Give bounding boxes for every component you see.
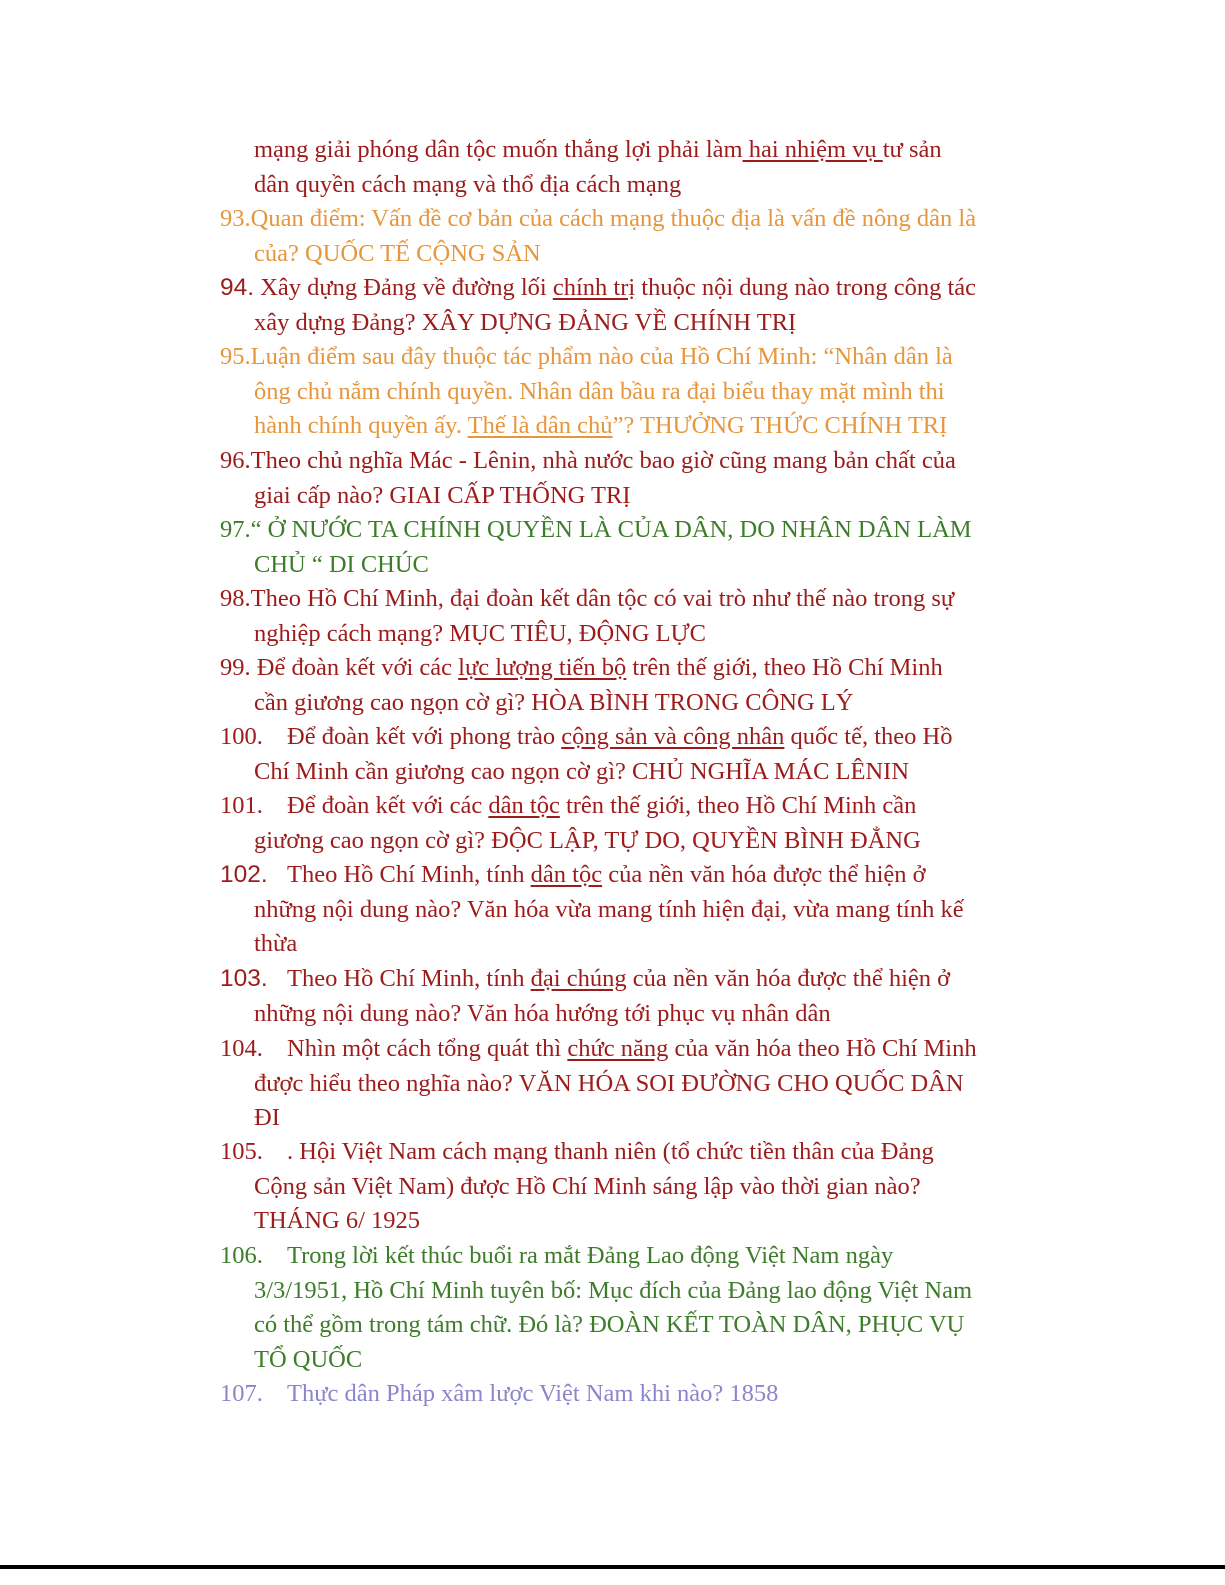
item-98: [220, 582, 1050, 651]
item-93: [220, 202, 1050, 271]
item-line: TỔ QUỐC: [254, 1345, 363, 1373]
item-line: 3/3/1951, Hồ Chí Minh tuyên bố: Mục đích của Đảng lao động Việt Nam: [254, 1276, 973, 1304]
item-99: 99. Để đoàn kết với các lực lượng tiến bộ trên thế giới, theo Hồ Chí Minh cần giương cao ngọn cờ gì? HÒA BÌNH TRONG CÔNG LÝ: [220, 651, 1050, 720]
item-number: 105.: [220, 1138, 263, 1165]
item-101: 101. Để đoàn kết với các dân tộc trên thế giới, theo Hồ Chí Minh cần giương cao ngọn cờ gì? ĐỘC LẬP, TỰ DO, QUYỀN BÌNH ĐẲNG: [220, 789, 1050, 858]
item-number: 94.: [220, 274, 255, 301]
item-number: 107.: [220, 1380, 263, 1407]
underlined-term: chức năng: [567, 1035, 669, 1062]
item-line: của? QUỐC TẾ CỘNG SẢN: [254, 239, 541, 267]
item-105: [220, 1135, 1050, 1239]
item-line: CHỦ “ DI CHÚC: [254, 550, 429, 578]
item-line: ĐI: [254, 1104, 280, 1131]
item-95: [220, 340, 1050, 444]
item-number: 97.: [220, 516, 251, 543]
item-line: Cộng sản Việt Nam) được Hồ Chí Minh sáng lập vào thời gian nào?: [254, 1172, 921, 1200]
underlined-term: Thế là dân chủ: [467, 412, 613, 439]
item-96: [220, 444, 1050, 513]
item-number: 95.: [220, 343, 251, 370]
item-line: ông chủ nắm chính quyền. Nhân dân bầu ra đại biểu thay mặt mình thi: [254, 377, 945, 405]
item-number: 101.: [220, 792, 263, 819]
item-line: dân quyền cách mạng và thổ địa cách mạng: [254, 170, 682, 198]
item-line: mạng giải phóng dân tộc muốn thắng lợi phải làm hai nhiệm vụ tư sản: [254, 136, 942, 163]
item-number: 98.: [220, 585, 251, 612]
item-line: nghiệp cách mạng? MỤC TIÊU, ĐỘNG LỰC: [254, 619, 706, 647]
item-line: có thể gồm trong tám chữ. Đó là? ĐOÀN KẾT TOÀN DÂN, PHỤC VỤ: [254, 1311, 965, 1338]
item-106: [220, 1239, 1050, 1377]
item-number: 99.: [220, 654, 251, 681]
item-104: 104. Nhìn một cách tổng quát thì chức năng của văn hóa theo Hồ Chí Minh được hiểu theo nghĩa nào? VĂN HÓA SOI ĐƯỜNG CHO QUỐC DÂN ĐI: [220, 1032, 1050, 1136]
item-text: Theo Hồ Chí Minh, đại đoàn kết dân tộc có vai trò như thế nào trong sự: [250, 585, 955, 612]
underlined-term: dân tộc: [488, 792, 560, 819]
item-100: 100. Để đoàn kết với phong trào cộng sản và công nhân quốc tế, theo Hồ Chí Minh cần giương cao ngọn cờ gì? CHỦ NGHĨA MÁC LÊNIN: [220, 720, 1050, 789]
item-107: [220, 1377, 1050, 1412]
item-line: xây dựng Đảng? XÂY DỰNG ĐẢNG VỀ CHÍNH TRỊ: [254, 308, 797, 336]
item-number: 93.: [220, 205, 251, 232]
item-text: Trong lời kết thúc buổi ra mắt Đảng Lao động Việt Nam ngày: [287, 1242, 894, 1269]
underlined-term: lực lượng tiến bộ: [458, 654, 627, 681]
item-line: cần giương cao ngọn cờ gì? HÒA BÌNH TRONG CÔNG LÝ: [254, 688, 854, 716]
item-92-continuation: [220, 133, 1050, 202]
underlined-term: dân tộc: [530, 861, 603, 888]
item-103: 103. Theo Hồ Chí Minh, tính đại chúng của nền văn hóa được thể hiện ở những nội dung nào? Văn hóa hướng tới phục vụ nhân dân: [220, 962, 1050, 1031]
item-number: 102.: [220, 861, 268, 888]
item-number: 103.: [220, 965, 268, 992]
item-number: 106.: [220, 1242, 263, 1269]
item-97: [220, 513, 1050, 582]
item-line: những nội dung nào? Văn hóa vừa mang tính hiện đại, vừa mang tính kế: [254, 895, 964, 923]
item-number: 96.: [220, 447, 251, 474]
item-line: Chí Minh cần giương cao ngọn cờ gì? CHỦ NGHĨA MÁC LÊNIN: [254, 757, 910, 785]
item-line: THÁNG 6/ 1925: [254, 1207, 421, 1234]
item-line: hành chính quyền ấy. Thế là dân chủ”? THƯỞNG THỨC CHÍNH TRỊ: [254, 412, 948, 439]
underlined-term: đại chúng: [530, 965, 627, 992]
page-bottom-border: [0, 1565, 1225, 1569]
item-text: . Hội Việt Nam cách mạng thanh niên (tổ chức tiền thân của Đảng: [287, 1138, 934, 1165]
item-line: giai cấp nào? GIAI CẤP THỐNG TRỊ: [254, 481, 631, 509]
item-number: 104.: [220, 1035, 263, 1062]
item-text: Quan điểm: Vấn đề cơ bản của cách mạng thuộc địa là vấn đề nông dân là: [250, 205, 977, 232]
item-text: Thực dân Pháp xâm lược Việt Nam khi nào? 1858: [287, 1380, 779, 1407]
item-94: 94. Xây dựng Đảng về đường lối chính trị thuộc nội dung nào trong công tác xây dựng Đảng? XÂY DỰNG ĐẢNG VỀ CHÍNH TRỊ: [220, 271, 1050, 340]
item-text: Theo chủ nghĩa Mác - Lênin, nhà nước bao giờ cũng mang bản chất của: [250, 447, 956, 474]
underlined-term: cộng sản và công nhân: [561, 723, 785, 750]
item-text: Luận điểm sau đây thuộc tác phẩm nào của Hồ Chí Minh: “Nhân dân là: [250, 343, 953, 370]
item-line: được hiểu theo nghĩa nào? VĂN HÓA SOI ĐƯỜNG CHO QUỐC DÂN: [254, 1069, 964, 1097]
underlined-term: hai nhiệm vụ: [742, 136, 883, 163]
underlined-term: chính trị: [552, 274, 636, 301]
item-line: những nội dung nào? Văn hóa hướng tới phục vụ nhân dân: [254, 999, 831, 1027]
item-text: “ Ở NƯỚC TA CHÍNH QUYỀN LÀ CỦA DÂN, DO NHÂN DÂN LÀM: [250, 516, 972, 543]
item-line: giương cao ngọn cờ gì? ĐỘC LẬP, TỰ DO, QUYỀN BÌNH ĐẲNG: [254, 826, 921, 854]
item-line: thừa: [254, 930, 298, 957]
item-102: 102. Theo Hồ Chí Minh, tính dân tộc của nền văn hóa được thể hiện ở những nội dung nào? Văn hóa vừa mang tính hiện đại, vừa mang tính kế thừa: [220, 858, 1050, 962]
item-number: 100.: [220, 723, 263, 750]
